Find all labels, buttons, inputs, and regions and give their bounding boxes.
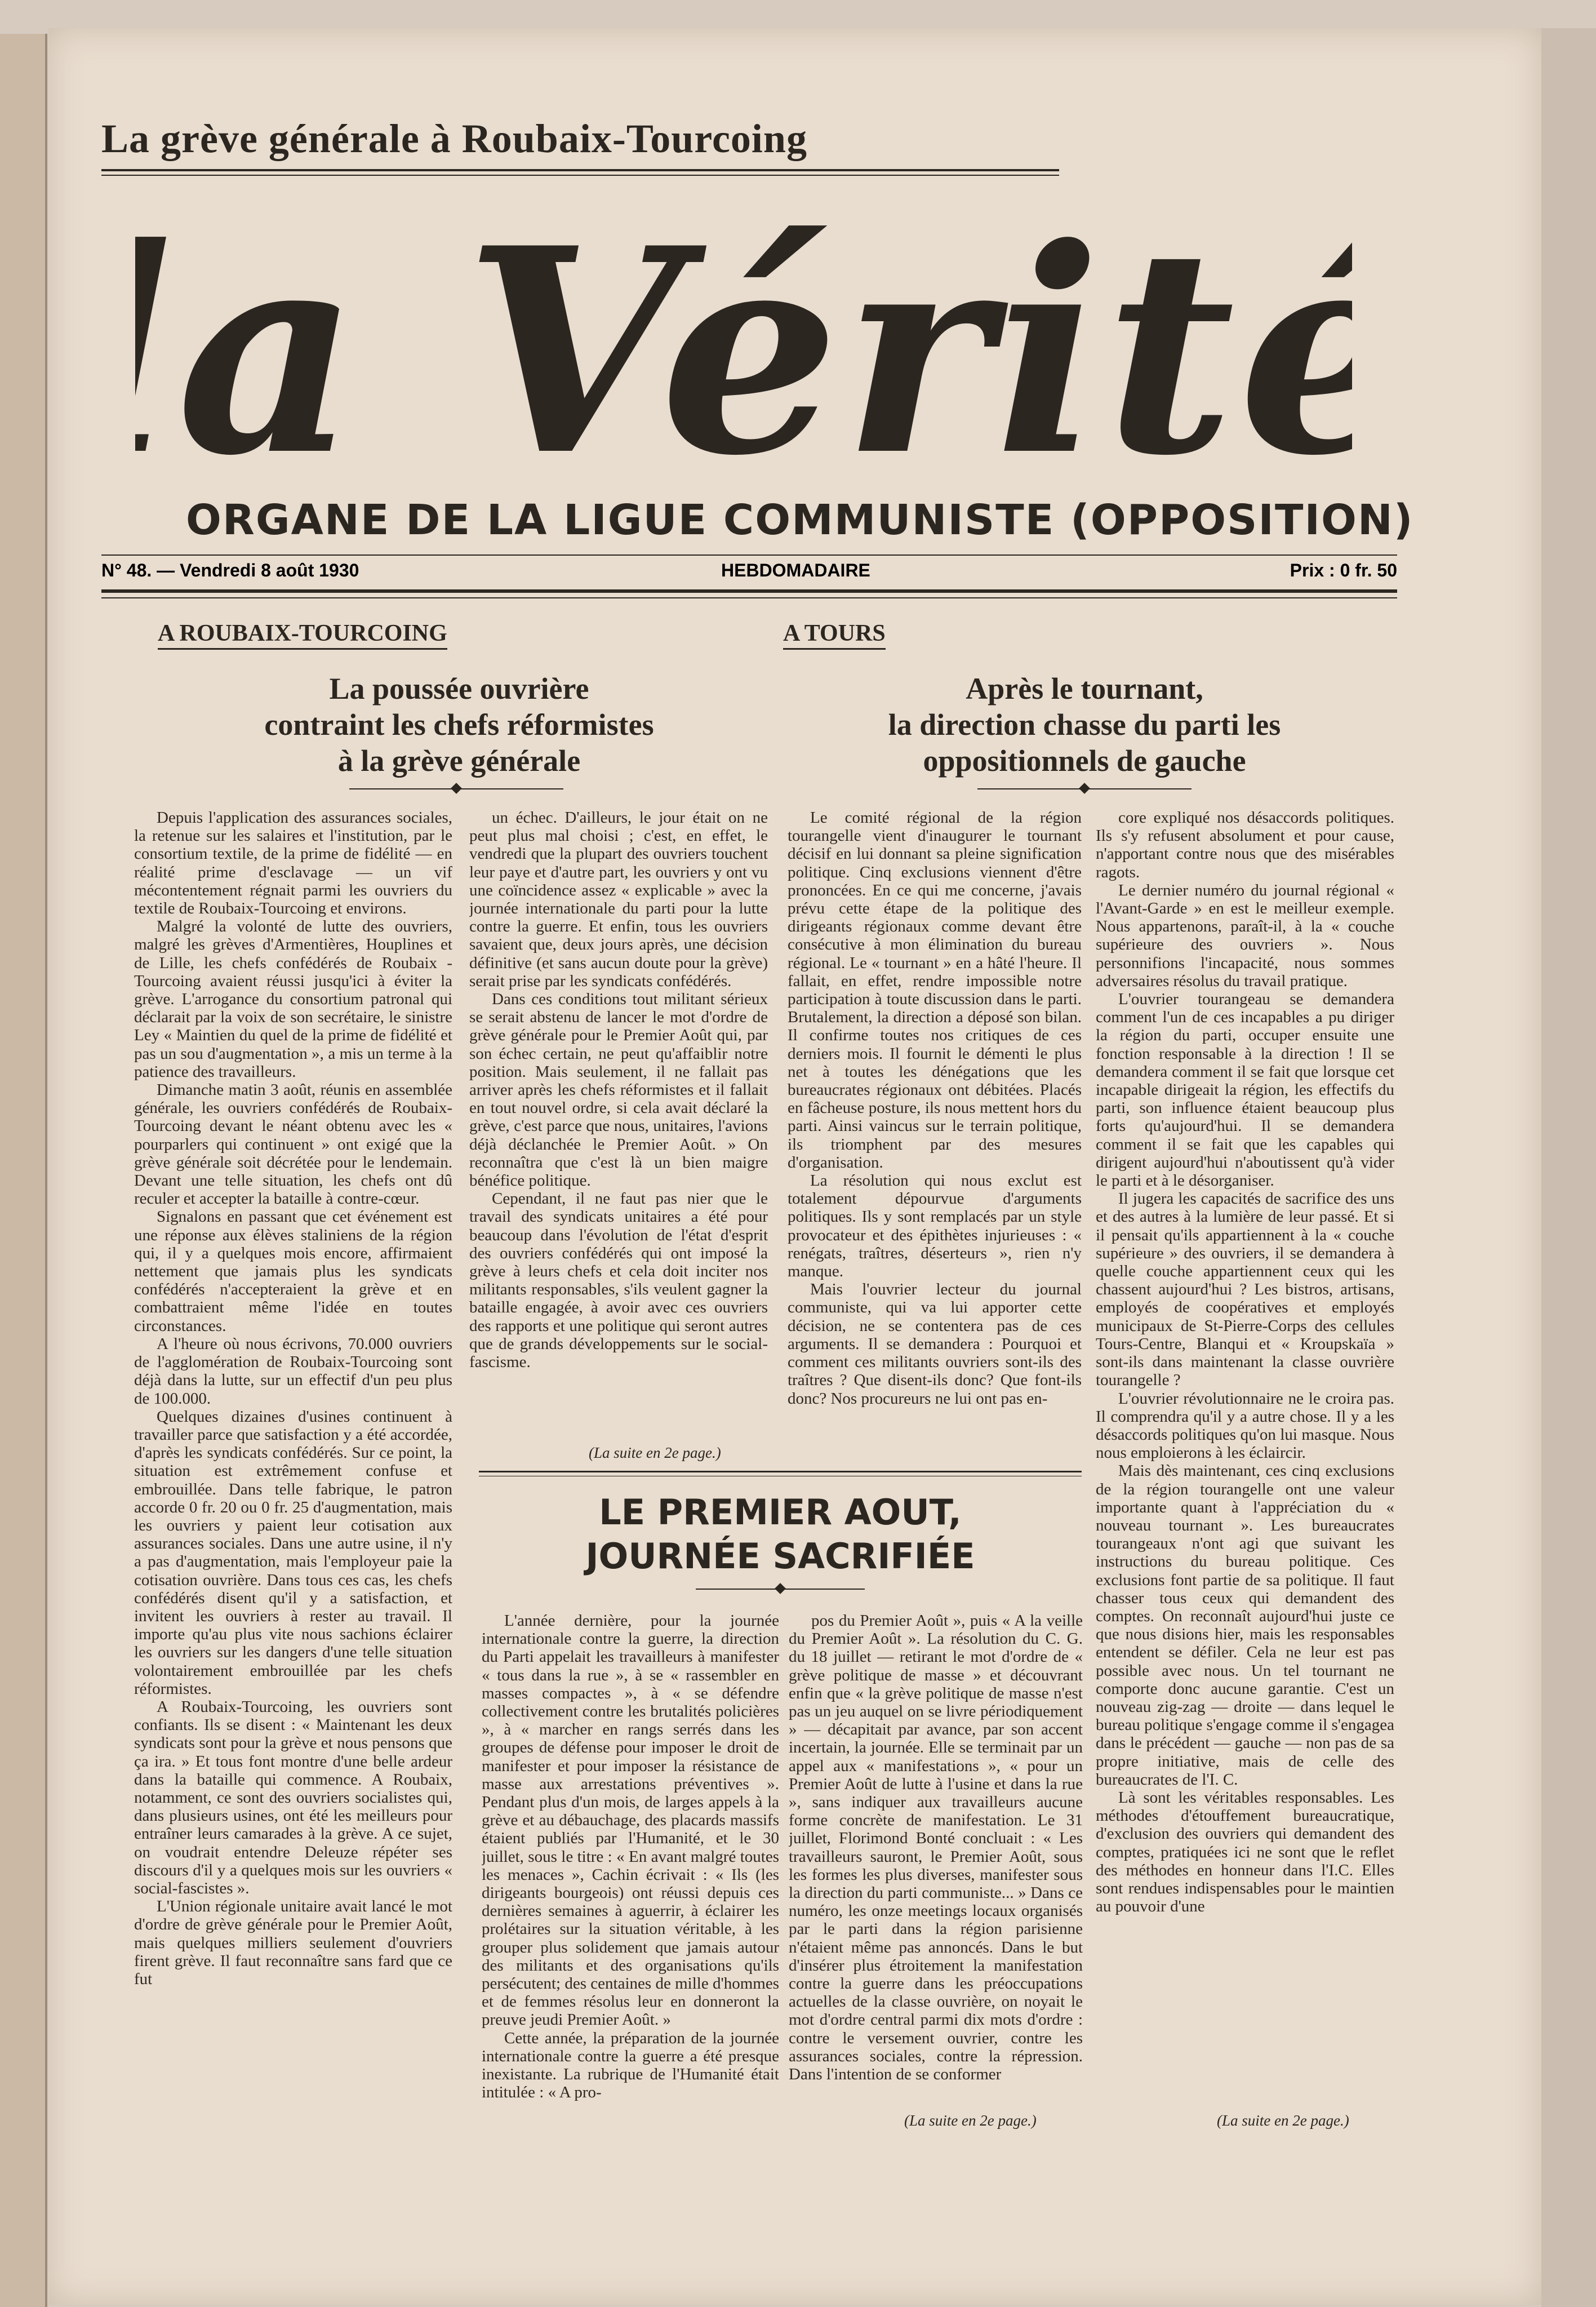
issue-frequency: HEBDOMADAIRE bbox=[721, 560, 870, 580]
paragraph: Depuis l'application des assurances sociales, la retenue sur les salaires et l'institution, par le consortium textile, de la prime de fidélité — en réalité prime d'esclavage — un vif mécontentement régnait parmi les ouvriers du textile de Roubaix-Tourcoing et environs. bbox=[134, 809, 452, 918]
info-top-rule bbox=[101, 554, 1397, 556]
aout-column-1 bbox=[482, 1612, 779, 2108]
masthead-logo bbox=[135, 186, 1352, 535]
banner-rule-thin bbox=[101, 175, 1059, 176]
issue-info-line bbox=[101, 558, 1397, 585]
paragraph: La résolution qui nous exclut est totalement dépourvue d'arguments politiques. Ils y sont remplacés par un style provocateur et des épithètes injurieuses : « renégats, traîtres, déserteurs », rien n'y manque. bbox=[788, 1172, 1082, 1281]
headline-line: LE PREMIER AOUT, bbox=[599, 1492, 962, 1533]
paragraph: Le dernier numéro du journal régional « l'Avant-Garde » en est le meilleur exemple. Nous appartenons, paraît-il, à la « couche supérieure des ouvriers ». Nous personnifions l'incapacité, nous sommes adversaires résolus du travail pratique. bbox=[1096, 881, 1394, 990]
paragraph: Mais dès maintenant, ces cinq exclusions de la région tourangelle ont une valeur importante quant à l'appréciation du « nouveau tournant ». Les bureaucrates tourangeaux n'ont agi que suivant les instructions du bureau politique. Ces exclusions font partie de sa politique. Il faut chasser tous ceux qui demandent des comptes. On reconnaît aujourd'hui juste ce que nous disions hier, mais les responsables entendent se défiler. Cela ne leur est pas possible avec nous. Un tel tournant ne comporte donc aucune garantie. C'est un nouveau zig-zag — droite — dans lequel le bureau politique s'engage comme il s'engagea dans le précédent — gauche — non pas de sa propre initiative, mais de celle des bureaucrates de l'I. C. bbox=[1096, 1462, 1394, 1789]
paragraph: Cependant, il ne faut pas nier que le travail des syndicats unitaires a été pour beaucoup dans l'évolution de l'état d'esprit des ouvriers confédérés qui ont imposé la grève à leurs chefs et cela doit inciter nos militants responsables, s'ils veulent gagner la bataille engagée, à avoir avec ces ouvriers des rapports et une politique qui seront autres que de grands développements sur le social-fascisme. bbox=[469, 1190, 768, 1372]
roubaix-column-2 bbox=[469, 809, 768, 1443]
top-banner: La grève générale à Roubaix-Tourcoing bbox=[101, 116, 807, 161]
paragraph: Mais l'ouvrier lecteur du journal communiste, qui va lui apporter cette décision, ne se contentera pas de ces arguments. Il se demandera : Pourquoi et comment ces militants ouvriers sont-ils des traîtres ? Que disent-ils donc? Que font-ils donc? Nos procureurs ne lui ont pas en- bbox=[788, 1280, 1082, 1408]
headline-ornament bbox=[977, 783, 1192, 795]
scan-background bbox=[1541, 28, 1596, 2307]
info-bottom-rule bbox=[101, 589, 1397, 593]
info-bottom-rule-thin bbox=[101, 597, 1397, 598]
headline-line: la direction chasse du parti les bbox=[888, 708, 1281, 742]
paragraph: un échec. D'ailleurs, le jour était on ne peut plus mal choisi ; c'est, en effet, le vendredi que la plupart des ouvriers touchent leur paye et d'autre part, les ouvriers y ont vu une coïncidence assez « explicable » avec la journée internationale du parti pour la lutte contre la guerre. Et enfin, tous les ouvriers savaient que, deux jours après, une décision définitive (et sans aucun doute pour la grève) serait prise par les syndicats confédérés. bbox=[469, 809, 768, 990]
paragraph: Malgré la volonté de lutte des ouvriers, malgré les grèves d'Armentières, Houplines et de Lille, les chefs confédérés de Roubaix - Tourcoing avaient réussi jusqu'ici à éviter la grève. L'arrogance du consortium patronal qui déclarait par la voix de son secrétaire, le sinistre Ley « Maintien du quel de la prime de fidélité et pas un sou d'augmentation », a mis un terme à la patience des travailleurs. bbox=[134, 917, 452, 1081]
paragraph: core expliqué nos désaccords politiques. Ils s'y refusent absolument et pour cause, n'apportant contre nous que des misérables ragots. bbox=[1096, 809, 1394, 881]
paragraph: A l'heure où nous écrivons, 70.000 ouvriers de l'agglomération de Roubaix-Tourcoing sont déjà dans la lutte, sur un effectif d'un peu plus de 100.000. bbox=[134, 1334, 452, 1408]
headline-roubaix bbox=[158, 671, 761, 779]
paragraph: A Roubaix-Tourcoing, les ouvriers sont confiants. Ils se disent : « Maintenant les deux syndicats sont pour la grève et nous pensons que ça ira. » Et tous font montre d'une belle ardeur dans la bataille qui commence. A Roubaix, notamment, ce sont des ouvriers socialistes qui, dans plusieurs usines, ont été les meilleurs pour entraîner leurs camarades à la grève. A ce sujet, on voudrait entendre Deleuze répéter ses discours d'il y a quelques mois sur les ouvriers « social-fascistes ». bbox=[134, 1697, 452, 1897]
headline-line: à la grève générale bbox=[337, 744, 581, 778]
paragraph: Dimanche matin 3 août, réunis en assemblée générale, les ouvriers confédérés de Roubaix-Tourcoing devant le néant obtenu avec les « pourparlers qui continuent » ont exigé que la grève générale soit décrétée pour le lendemain. Devant une telle situation, les chefs ont dû reculer et accepter la bataille à contre-cœur. bbox=[134, 1081, 452, 1208]
roubaix-column-1 bbox=[134, 809, 452, 2141]
paragraph: Signalons en passant que cet événement est une réponse aux élèves staliniens de la région qui, il y a quelques mois encore, affirmaient nettement que jamais plus les syndicats confédérés n'accepteraient la grève et en combattraient même l'idée en toutes circonstances. bbox=[134, 1208, 452, 1335]
headline-tours bbox=[783, 671, 1386, 779]
paragraph: L'année dernière, pour la journée internationale contre la guerre, la direction du Parti appelait les travailleurs à manifester « tous dans la rue », à se « rassembler en masses compactes », à « se défendre collectivement contre les brutalités policières », à « marcher en rangs serrés dans les groupes de défense pour imposer le droit de manifester et pour imposer la résistance de masse aux arrestations préventives ». Pendant plus d'un mois, de larges appels à la grève et au débauchage, des placards massifs étaient publiés par l'Humanité, et le 30 juillet, sous le titre : « En avant malgré toutes les menaces », Cachin écrivait : « Ils (les dirigeants bourgeois) ont réussi depuis ces dernières semaines à aguerrir, à éclairer les prolétaires sur la situation véritable, à les grouper plus solidement que jamais autour des militants et des organisations qu'ils persécutent; des centaines de mille d'hommes et de femmes résolus leur en donneront la preuve jeudi Premier Août. » bbox=[482, 1612, 779, 2029]
paragraph: Il jugera les capacités de sacrifice des uns et des autres à la lumière de leur passé. Et si il pensait qu'ils appartiennent à la « couche supérieure » des ouvriers, il se demandera à quelle couche appartiennent ceux qui les chassent aujourd'hui ? Les bistros, artisans, employés de coopératives et employés municipaux de St-Pierre-Corps des cellules Tours-Centre, Blanqui et « Kroupskaïa » sont-ils dans maintenant la classe ouvrière tourangelle ? bbox=[1096, 1190, 1394, 1390]
paragraph: pos du Premier Août », puis « A la veille du Premier Août ». La résolution du C. G. du 18 juillet — retirant le mot d'ordre de « grève politique de masse » et découvrant enfin que « la grève politique de masse n'est pas un jeu auquel on se livre périodiquement » — décapitait par avance, par son accent incertain, la journée. Elle se terminait par un appel aux « manifestations », « pour un Premier Août de lutte à l'usine et dans la rue », sans indiquer aux travailleurs aucune forme concrète de manifestation. Le 31 juillet, Florimond Bonté concluait : « Les travailleurs sauront, le Premier Août, sous les formes les plus diverses, manifester sous la direction du parti communiste... » Dans ce numéro, les onze meetings locaux organisés par le parti dans la région parisienne n'étaient même pas annoncés. Dans le but d'insérer plus étroitement la manifestation contre la guerre dans les préoccupations actuelles de la classe ouvrière, on noyait le mot d'ordre central parmi dix mots d'ordre : contre le versement ouvrier, contre les assurances sociales, contre la répression. Dans l'intention de se conformer bbox=[789, 1612, 1083, 2084]
banner-rule bbox=[101, 169, 1059, 171]
continued-note: (La suite en 2e page.) bbox=[1217, 2112, 1349, 2129]
kicker-tours: A TOURS bbox=[783, 620, 886, 650]
headline-line: oppositionnels de gauche bbox=[923, 744, 1246, 778]
headline-ornament bbox=[349, 783, 563, 795]
issue-price: Prix : 0 fr. 50 bbox=[1290, 560, 1397, 580]
paragraph: Là sont les véritables responsables. Les méthodes d'étouffement bureaucratique, d'exclusion des ouvriers qui demandent des comptes, pratiquées ici ne sont que le reflet des méthodes en honneur dans l'I.C. Elles sont rendues indispensables pour le maintien au pouvoir d'une bbox=[1096, 1788, 1394, 1916]
continued-note: (La suite en 2e page.) bbox=[589, 1444, 721, 1461]
masthead-title: a Vérité bbox=[176, 187, 1352, 517]
kicker-roubaix: A ROUBAIX-TOURCOING bbox=[158, 620, 447, 650]
tours-column-2 bbox=[1096, 809, 1394, 2108]
headline-line: Après le tournant, bbox=[966, 672, 1203, 706]
paragraph: Quelques dizaines d'usines continuent à travailler parce que satisfaction y a été accordée, d'après les syndicats confédérés. Sur ce point, la situation est extrêmement confuse et embrouillée. Dans telle fabrique, le patron accorde 0 fr. 20 ou 0 fr. 25 d'augmentation, mais les ouvriers y paient leur cotisation aux assurances sociales. Dans une autre usine, il n'y a pas d'augmentation, mais l'employeur paie la cotisation ouvrière. Dans tous ces cas, les chefs confédérés disent qu'il y a satisfaction, et invitent les ouvriers à rester au travail. Il importe qu'au plus vite nous sachions éclairer les ouvriers sur les dangers d'une telle situation volontairement embrouillée par les chefs réformistes. bbox=[134, 1407, 452, 1698]
issue-number-date: N° 48. — Vendredi 8 août 1930 bbox=[101, 560, 359, 580]
adjacent-page-edge bbox=[0, 34, 47, 2307]
paragraph: Cette année, la préparation de la journée internationale contre la guerre a été presque inexistante. La rubrique de l'Humanité était intitulée : « A pro- bbox=[482, 2029, 779, 2102]
paragraph: L'Union régionale unitaire avait lancé le mot d'ordre de grève générale pour le Premier Août, mais quelques milliers seulement d'ouvriers firent grève. Il faut reconnaître sans fard que ce fut bbox=[134, 1897, 452, 1988]
tours-column-1 bbox=[788, 809, 1082, 1462]
paragraph: L'ouvrier révolutionnaire ne le croira pas. Il comprendra qu'il y a autre chose. Il y a les désaccords politiques qu'on lui masque. Nous nous emploierons à les éclaircir. bbox=[1096, 1389, 1394, 1462]
paragraph: L'ouvrier tourangeau se demandera comment l'un de ces incapables a pu diriger la région du parti, occuper ensuite une fonction responsable à la direction ! Il se demandera comment il se fait que lorsque cet incapable dirigeait la région, les effectifs du parti, son influence étaient beaucoup plus forts qu'aujourd'hui. Il se demandera comment il se fait que les capables qui dirigent aujourd'hui n'aboutissent qu'à vider le parti et à le désorganiser. bbox=[1096, 990, 1394, 1190]
paragraph: Dans ces conditions tout militant sérieux se serait abstenu de lancer le mot d'ordre de grève générale pour le Premier Août qui, par son échec certain, ne peut qu'affaiblir notre position. Mais seulement, il ne fallait pas arriver après les chefs réformistes et il fallait en tout nouvel ordre, si cela avait déclaré la grève, c'est parce que nous, unitaires, l'avions déjà déclanchée le Premier Août. » On reconnaîtra que c'est là un bien maigre bénéfice politique. bbox=[469, 990, 768, 1190]
continued-note: (La suite en 2e page.) bbox=[904, 2112, 1037, 2129]
masthead-subtitle: ORGANE DE LA LIGUE COMMUNISTE (OPPOSITION) bbox=[186, 496, 1414, 544]
headline-line: JOURNÉE SACRIFIÉE bbox=[585, 1536, 975, 1577]
aout-column-2 bbox=[789, 1612, 1083, 2108]
section-separator bbox=[479, 1471, 1082, 1472]
paragraph: Le comité régional de la région tourangelle vient d'inaugurer le tournant décisif en lui donnant sa pleine signification politique. Cinq exclusions viennent d'être prononcées. En ce qui me concerne, j'avais prévu cette étape de la politique des dirigeants régionaux comme devant être consécutive à mon élimination du bureau régional. Le « tournant » en a hâté l'heure. Il fallait, en effet, rendre impossible notre participation à toute discussion dans le parti. Brutalement, la direction a déposé son bilan. Il confirme toutes nos critiques de ces derniers mois. Il fournit le démenti le plus net à toutes les dénégations que les bureaucrates régionaux ont débitées. Placés en fâcheuse posture, ils nous mettent hors du parti. Ainsi vaincus sur le terrain politique, ils triomphent par des mesures d'organisation. bbox=[788, 809, 1082, 1172]
headline-line: contraint les chefs réformistes bbox=[264, 708, 654, 742]
headline-premier-aout bbox=[479, 1490, 1082, 1578]
headline-ornament bbox=[696, 1583, 865, 1595]
headline-line: La poussée ouvrière bbox=[329, 672, 589, 706]
